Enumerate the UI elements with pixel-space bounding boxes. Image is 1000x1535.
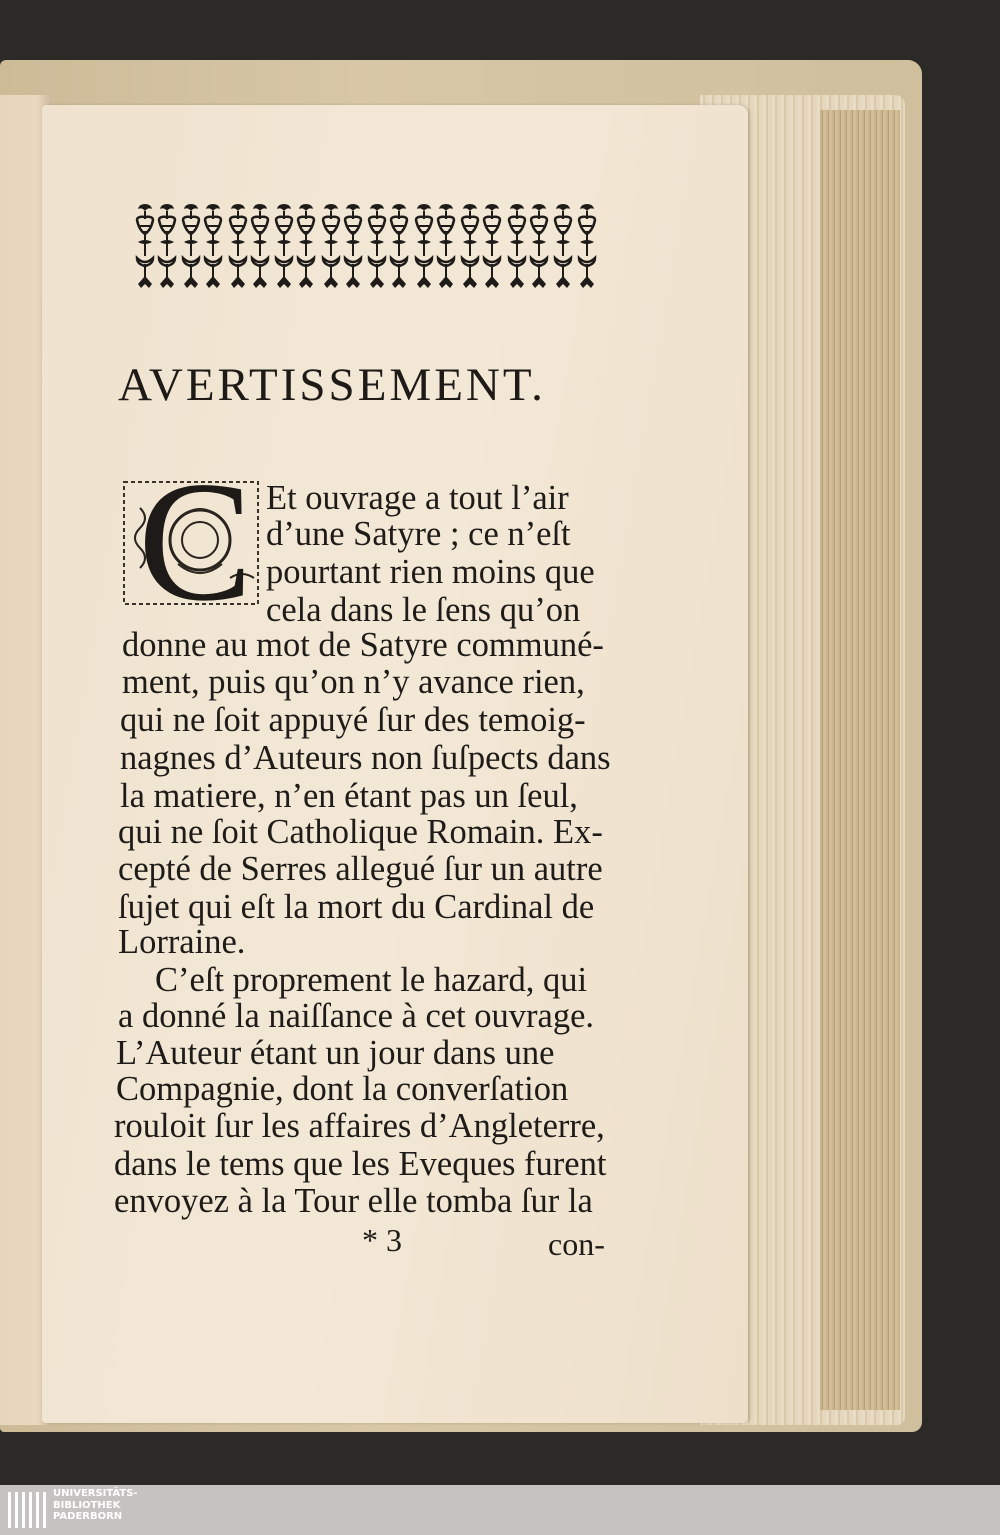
ornament-band (133, 198, 611, 296)
text-line: cela dans le ſens qu’on (266, 591, 581, 629)
library-name (53, 1488, 138, 1523)
text-line: dans le tems que les Eveques furent (114, 1145, 607, 1183)
text-line: ment, puis qu’on n’y avance rien, (122, 663, 585, 701)
text-line: ſujet qui eſt la mort du Cardinal de (118, 888, 595, 926)
text-line: envoyez à la Tour elle tomba ſur la (114, 1182, 593, 1220)
text-line: la matiere, n’en étant pas un ſeul, (120, 777, 578, 815)
text-line: Et ouvrage a tout l’air (266, 479, 569, 517)
text-line: qui ne ſoit Catholique Romain. Ex- (118, 813, 603, 851)
text-line: qui ne ſoit appuyé ſur des temoig- (120, 701, 586, 739)
text-line: pourtant rien moins que (266, 553, 595, 591)
decorated-initial (120, 447, 262, 637)
text-line: donne au mot de Satyre communé- (122, 626, 604, 664)
initial-letter: C (138, 447, 253, 637)
text-line: C’eſt proprement le hazard, qui (155, 961, 588, 999)
page-heading: AVERTISSEMENT. (118, 359, 546, 411)
library-line-1: UNIVERSITÄTS- (53, 1488, 138, 1499)
text-line: rouloit ſur les affaires d’Angleterre, (114, 1107, 605, 1145)
text-line: a donné la naiſſance à cet ouvrage. (118, 997, 595, 1035)
text-line: Compagnie, dont la converſation (116, 1070, 569, 1108)
library-logo-icon (6, 1488, 52, 1532)
text-line: Lorraine. (118, 923, 246, 961)
library-line-3: PADERBORN (53, 1511, 123, 1522)
text-line: cepté de Serres allegué ſur un autre (118, 850, 603, 888)
text-line: d’une Satyre ; ce n’eſt (266, 515, 571, 553)
signature-mark: * 3 (362, 1222, 402, 1258)
text-line: nagnes d’Auteurs non ſuſpects dans (120, 739, 611, 777)
library-line-2: BIBLIOTHEK (53, 1499, 121, 1511)
page-stack-edge (820, 110, 900, 1410)
catchword: con- (548, 1226, 605, 1262)
library-footer-bar (0, 1485, 1000, 1535)
text-line: L’Auteur étant un jour dans une (116, 1034, 555, 1072)
